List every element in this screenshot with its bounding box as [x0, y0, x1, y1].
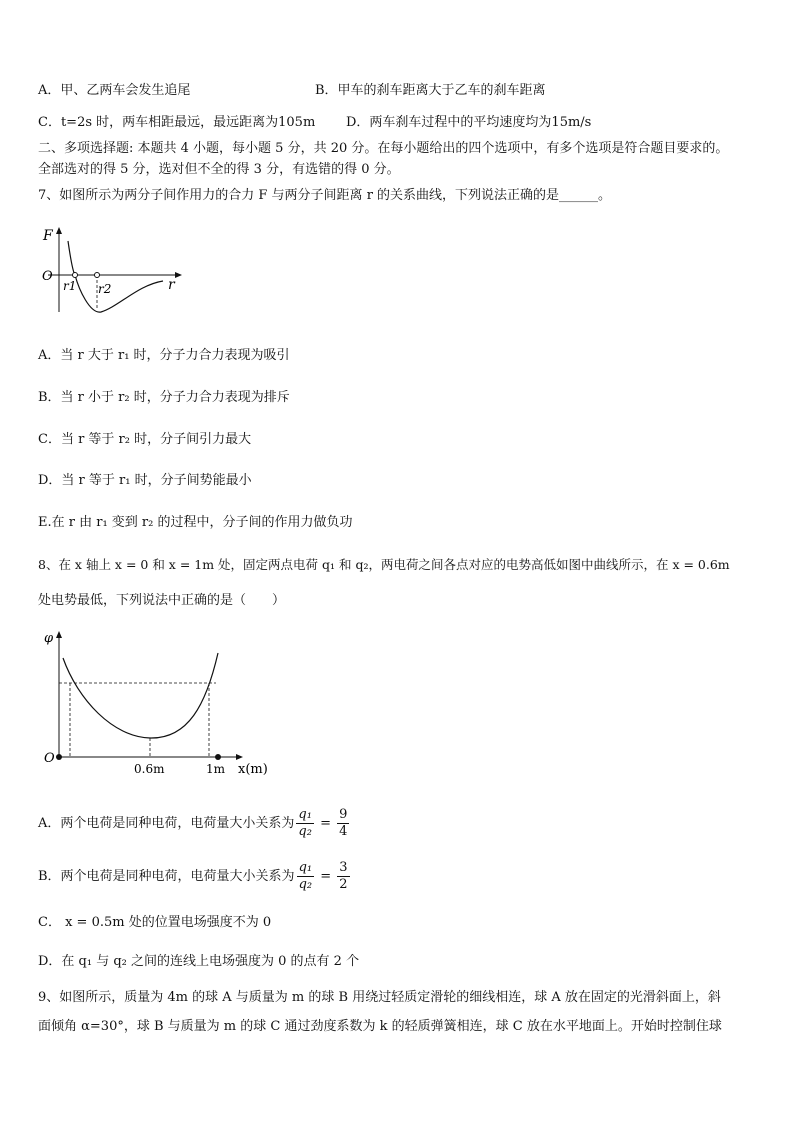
q8-option-a-q2: q₂ [298, 824, 312, 839]
q7-r2-point [95, 273, 100, 278]
q7-origin-label: O [42, 269, 53, 284]
q7-r1-point [73, 273, 78, 278]
q6-option-c: C．t=2s 时，两车相距最远，最远距离为105m [38, 115, 316, 130]
q7-force-graph [38, 222, 188, 317]
q8-option-b-fraction-left [297, 860, 315, 893]
q7-x-label: r [168, 277, 175, 293]
q7-r2-label: r2 [98, 282, 112, 296]
q7-stem: 7、如图所示为两分子间作用力的合力 F 与两分子间距离 r 的关系曲线，下列说法正确的是______。 [38, 188, 612, 203]
q8-origin-label: O [44, 751, 55, 766]
q8-option-a-text: A．两个电荷是同种电荷，电荷量大小关系为 [38, 816, 295, 831]
q8-stem-line2: 处电势最低，下列说法中正确的是（ ） [38, 593, 286, 608]
q8-option-b-q2: q₂ [298, 877, 313, 892]
q8-tick-1: 1m [206, 762, 226, 776]
q8-option-a: A．两个电荷是同种电荷，电荷量大小关系为 $\frac{\text{q₁}}{\text{q₂}}$ = $\frac{9}{4}$ [38, 807, 348, 839]
q8-option-c: C． x = 0.5m 处的位置电场强度不为 0 [38, 915, 272, 930]
q8-tick-06: 0.6m [134, 762, 165, 776]
q8-potential-graph [38, 625, 278, 780]
q8-x-arrow [236, 754, 243, 760]
q8-potential-curve [63, 653, 218, 738]
q7-option-d: D．当 r 等于 r₁ 时，分子间势能最小 [38, 473, 252, 488]
q8-option-b-fraction-right [337, 860, 349, 893]
q8-option-a-denominator: 4 [339, 824, 348, 839]
q8-option-b-denominator: 2 [339, 877, 348, 892]
q8-x-label: x(m) [238, 762, 268, 777]
q8-option-d: D．在 q₁ 与 q₂ 之间的连线上电场强度为 0 的点有 2 个 [38, 954, 360, 969]
section2-heading-line1: 二、多项选择题: 本题共 4 小题，每小题 5 分，共 20 分。在每小题给出的四个选项中，有多个选项是符合题目要求的。 [38, 141, 729, 156]
q8-option-b-text: B．两个电荷是同种电荷，电荷量大小关系为 [38, 869, 295, 884]
section2-heading-line2: 全部选对的得 5 分，选对但不全的得 3 分，有选错的得 0 分。 [38, 162, 400, 177]
q6-option-b: B．甲车的刹车距离大于乙车的刹车距离 [315, 83, 546, 98]
q8-option-b-numerator: 3 [339, 860, 348, 875]
q7-option-a: A．当 r 大于 r₁ 时，分子力合力表现为吸引 [38, 348, 290, 363]
q8-charge-q2 [215, 754, 221, 760]
q8-y-arrow [56, 631, 62, 638]
q7-option-e: E.在 r 由 r₁ 变到 r₂ 的过程中，分子间的作用力做负功 [38, 515, 353, 530]
q7-force-curve [68, 241, 163, 312]
q8-stem-line1: 8、在 x 轴上 x = 0 和 x = 1m 处，固定两点电荷 q₁ 和 q₂，两电荷之间各点对应的电势高低如图中曲线所示，在 x = 0.6m [38, 557, 730, 572]
q8-option-a-numerator: 9 [339, 807, 348, 822]
q8-option-a-q1: q₁ [298, 807, 312, 822]
q6-option-a: A．甲、乙两车会发生追尾 [38, 83, 191, 98]
q7-option-b: B．当 r 小于 r₂ 时，分子力合力表现为排斥 [38, 390, 290, 405]
q7-option-c: C．当 r 等于 r₂ 时，分子间引力最大 [38, 432, 252, 447]
q8-option-b-q1: q₁ [298, 860, 313, 875]
q7-x-arrow [175, 272, 182, 278]
q8-option-b: B．两个电荷是同种电荷，电荷量大小关系为 $\frac{\text{q₁}}{\text{q₂}}$ = $\frac{3}{2}$ [38, 860, 348, 892]
q7-y-arrow [56, 227, 62, 234]
q7-r1-label: r1 [63, 279, 77, 293]
q6-option-d: D．两车刹车过程中的平均速度均为15m/s [346, 115, 592, 130]
q9-stem-line1: 9、如图所示，质量为 4m 的球 A 与质量为 m 的球 B 用绕过轻质定滑轮的细线相连，球 A 放在固定的光滑斜面上，斜 [38, 990, 721, 1005]
q8-charge-q1 [56, 754, 62, 760]
q8-y-label: φ [44, 631, 54, 646]
q7-y-label: F [43, 228, 53, 244]
q9-stem-line2: 面倾角 α=30°，球 B 与质量为 m 的球 C 通过劲度系数为 k 的轻质弹簧相连，球 C 放在水平地面上。开始时控制住球 [38, 1019, 722, 1034]
q8-option-a-fraction-right [337, 807, 349, 840]
q8-option-a-fraction-left [296, 807, 314, 840]
